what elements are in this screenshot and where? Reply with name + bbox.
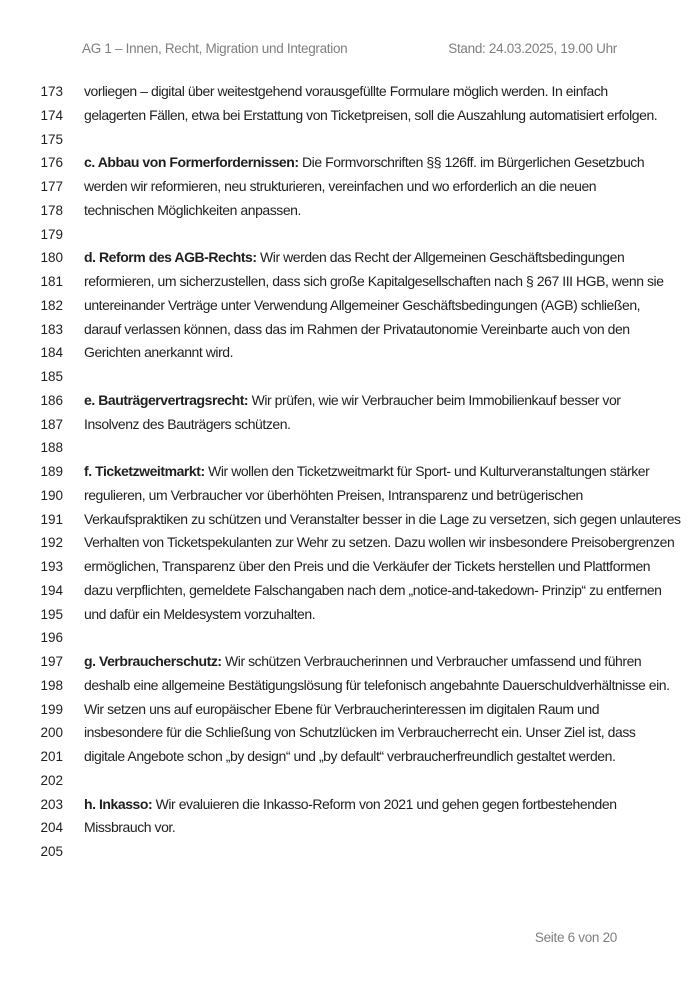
line-text: f. Ticketzweitmarkt: Wir wollen den Ticketzweitmarkt für Sport- und Kulturveranstaltungen stärker (84, 463, 650, 479)
text-line (0, 80, 700, 104)
line-number: 183 (40, 321, 63, 337)
line-number: 200 (40, 725, 63, 741)
line-number: 186 (40, 392, 63, 408)
line-text: Insolvenz des Bauträgers schützen. (84, 415, 291, 432)
text-line (0, 246, 700, 270)
text-line (0, 626, 700, 650)
text-line (0, 460, 700, 484)
line-number: 180 (40, 250, 63, 266)
page-number: Seite 6 von 20 (534, 930, 617, 945)
line-text: technischen Möglichkeiten anpassen. (84, 201, 301, 218)
text-line (0, 555, 700, 579)
line-number: 202 (40, 772, 63, 788)
line-number: 185 (40, 369, 63, 384)
line-number: 192 (40, 535, 63, 551)
line-text: Missbrauch vor. (84, 819, 176, 836)
line-text: c. Abbau von Formerfordernissen: Die Formvorschriften §§ 126ff. im Bürgerlichen Gesetzbuch (84, 154, 645, 171)
line-number: 204 (40, 820, 63, 836)
line-text: werden wir reformieren, neu strukturieren, vereinfachen und wo erforderlich an die neuen (84, 178, 597, 194)
text-line (0, 793, 700, 817)
line-number: 195 (40, 606, 63, 622)
line-text: gelagerten Fällen, etwa bei Erstattung von Ticketpreisen, soll die Auszahlung automatisiert erfolgen. (84, 106, 658, 123)
line-number: 198 (40, 677, 63, 693)
line-number: 184 (40, 345, 63, 361)
line-text: vorliegen – digital über weitestgehend vorausgefüllte Formulare möglich werden. In einfach (84, 83, 608, 99)
line-number: 181 (40, 274, 63, 289)
line-text: d. Reform des AGB-Rechts: Wir werden das Recht der Allgemeinen Geschäftsbedingungen (84, 249, 625, 266)
line-text: untereinander Verträge unter Verwendung Allgemeiner Geschäftsbedingungen (AGB) schließen, (84, 296, 641, 313)
text-line (0, 199, 700, 223)
line-text: und dafür ein Meldesystem vorzuhalten. (84, 605, 316, 622)
text-line (0, 270, 700, 294)
text-line (0, 698, 700, 722)
line-list (0, 80, 700, 864)
text-line (0, 318, 700, 342)
header-title: AG 1 – Innen, Recht, Migration und Integration (82, 41, 348, 56)
line-number: 205 (40, 844, 63, 859)
page-header (82, 41, 617, 56)
line-number: 199 (40, 701, 63, 717)
line-number: 197 (40, 654, 63, 669)
line-text: h. Inkasso: Wir evaluieren die Inkasso-Reform von 2021 und gehen gegen fortbestehenden (84, 795, 617, 812)
line-number: 187 (40, 416, 63, 432)
text-line (0, 579, 700, 603)
line-text: deshalb eine allgemeine Bestätigungslösung für telefonisch angebahnte Dauerschuldverhältnisse ein. (84, 676, 670, 693)
line-text: regulieren, um Verbraucher vor überhöhten Preisen, Intransparenz und betrügerischen (84, 486, 583, 503)
text-line (0, 769, 700, 793)
line-number: 188 (40, 440, 63, 456)
text-line (0, 721, 700, 745)
text-line (0, 816, 700, 840)
line-text: dazu verpflichten, gemeldete Falschangaben nach dem „notice-and-takedown- Prinzip“ zu entfernen (84, 581, 662, 598)
line-number: 177 (40, 179, 63, 194)
line-number: 190 (40, 487, 63, 503)
text-line (0, 840, 700, 864)
line-number: 173 (40, 84, 63, 99)
line-number: 179 (40, 226, 63, 242)
text-line (0, 531, 700, 555)
text-line (0, 175, 700, 199)
line-text: ermöglichen, Transparenz über den Preis und die Verkäufer der Tickets herstellen und Plattformen (84, 558, 651, 574)
line-text: reformieren, um sicherzustellen, dass sich große Kapitalgesellschaften nach § 267 III HGB, wenn sie (84, 273, 664, 289)
line-number: 194 (40, 582, 63, 598)
header-status-timestamp: Stand: 24.03.2025, 19.00 Uhr (448, 41, 617, 56)
line-text: g. Verbraucherschutz: Wir schützen Verbraucherinnen und Verbraucher umfassend und führen (84, 653, 642, 669)
text-line (0, 365, 700, 389)
line-number: 182 (40, 297, 63, 313)
line-number: 196 (40, 630, 63, 646)
line-number: 178 (40, 202, 63, 218)
text-line (0, 294, 700, 318)
text-line (0, 484, 700, 508)
text-line (0, 413, 700, 437)
text-line (0, 603, 700, 627)
line-number: 193 (40, 559, 63, 574)
line-number: 203 (40, 796, 63, 812)
line-text: Gerichten anerkannt wird. (84, 344, 234, 361)
line-text: digitale Angebote schon „by design“ und „by default“ verbraucherfreundlich gestaltet werden. (84, 748, 616, 764)
line-number: 176 (40, 155, 63, 171)
text-line (0, 223, 700, 247)
page-footer (535, 930, 617, 945)
text-line (0, 341, 700, 365)
line-number: 189 (40, 464, 63, 479)
line-text: darauf verlassen können, dass das im Rahmen der Privatautonomie Vereinbarte auch von den (84, 320, 630, 337)
line-number: 191 (40, 511, 63, 527)
text-line (0, 436, 700, 460)
text-line (0, 128, 700, 152)
line-number: 174 (40, 107, 63, 123)
text-line (0, 389, 700, 413)
text-line (0, 745, 700, 769)
line-number: 175 (40, 131, 63, 147)
text-line (0, 650, 700, 674)
text-line (0, 508, 700, 532)
line-text: insbesondere für die Schließung von Schutzlücken im Verbraucherrecht ein. Unser Ziel ist, dass (84, 724, 636, 741)
line-text: Verkaufspraktiken zu schützen und Veranstalter besser in die Lage zu versetzen, sich gegen unlauteres (84, 510, 681, 527)
text-line (0, 674, 700, 698)
line-text: Verhalten von Ticketspekulanten zur Wehr zu setzen. Dazu wollen wir insbesondere Preisobergrenzen (84, 534, 675, 551)
line-text: e. Bauträgervertragsrecht: Wir prüfen, wie wir Verbraucher beim Immobilienkauf besser vor (84, 391, 621, 408)
line-number: 201 (40, 749, 63, 764)
line-text: Wir setzen uns auf europäischer Ebene für Verbraucherinteressen im digitalen Raum und (84, 700, 600, 717)
text-line (0, 104, 700, 128)
text-line (0, 151, 700, 175)
